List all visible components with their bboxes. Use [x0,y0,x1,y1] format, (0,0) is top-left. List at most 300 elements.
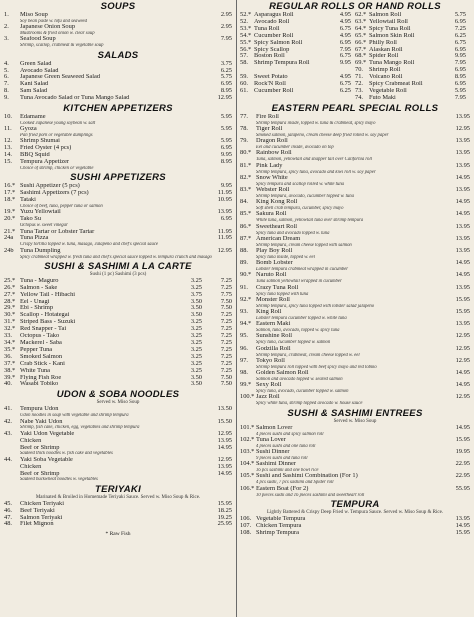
item-description: Eel and cucumber inside, avocado on top [256,145,334,151]
item-name: Tako Su [20,216,42,223]
item-price: 6.25 [454,32,466,39]
menu-item [240,394,470,401]
item-number: 9. [4,95,9,102]
item-name: Philly Roll [369,39,397,46]
sushi-price: 3.50 [190,374,202,381]
item-number: 19.* [4,209,16,216]
menu-item [4,299,232,306]
roll-item [240,88,355,95]
item-description: Shrimp tempura, avocado, cucumber topped w. tuna [256,193,354,199]
item-name: Spicy Salmon Roll [254,39,303,46]
roll-row [240,40,470,47]
item-price: 15.95 [455,309,470,316]
item-number: 85.* [240,211,252,218]
item-number: 83.* [240,187,252,193]
item-description: White tuna, salmon, yellowtail tuna over shrimp tempura [256,218,364,224]
item-name: Tuna Roll [254,25,280,32]
menu-item [4,319,232,326]
menu-item [240,425,470,432]
item-number: 95. [240,333,248,340]
item-number: 93. [240,309,248,316]
roll-item [355,81,470,88]
item-name: Striped Bass - Suzuki [20,319,76,326]
item-name: Salmon - Sake [20,284,58,291]
item-number: 20.* [4,216,16,223]
item-name: Nabe Yaki Udon [20,418,63,425]
item-name: Golden Salmon Roll [256,370,309,377]
item-name: Tuna Tartar or Lobster Tartar [20,228,95,235]
item-name: Tuna - Maguro [20,277,59,284]
roll-row [240,53,470,60]
menu-item [4,145,232,152]
menu-item [4,347,232,354]
item-price: 7.95 [339,46,351,53]
roll-item [240,60,355,67]
a-la-carte-subhead: Sushi (1 pc) Sashimi (3 pcs) [89,271,147,277]
menu-item [240,285,470,292]
menu-item [4,340,232,347]
item-price: 15.95 [455,529,470,536]
item-description: Tuna, salmon, yellowtail and snapper tail over California roll [256,157,372,163]
sushi-price: 3.50 [190,305,202,312]
item-number: 86.* [240,223,252,230]
item-name: Sakura Roll [256,211,287,218]
special-rolls-list [240,114,470,407]
item-name: Kani Salad [20,81,49,88]
tempura-heading: TEMPURA [330,498,380,510]
item-price: 12.95 [455,345,470,352]
item-name: Mackerel - Saba [20,339,62,346]
roll-item [355,74,470,81]
sushi-price: 3.50 [190,312,202,319]
item-number: 40. [4,381,12,388]
menu-item [4,361,232,368]
a-la-carte-list [4,278,232,389]
item-price: 9.95 [220,152,232,159]
item-name: Beef or Shrimp [20,470,60,477]
item-name: Rock'N Roll [254,81,286,88]
roll-row [240,19,470,26]
item-price: 18.25 [217,507,232,514]
sashimi-price: 7.25 [220,360,232,367]
item-price: 6.25 [220,67,232,74]
item-price: 13.95 [217,437,232,444]
roll-row [240,26,470,33]
roll-item [240,26,355,33]
item-number: 105.* [240,473,255,480]
item-number: 98. [240,370,248,377]
item-name: Rainbow Roll [256,150,292,157]
sashimi-price: 7.25 [220,346,232,353]
item-name: Alaskan Roll [369,46,403,53]
item-number: 81.* [240,162,252,169]
menu-item [4,95,232,102]
roll-item [240,47,355,54]
item-name: Tuna Dumpling [20,247,61,254]
menu-item [4,229,232,236]
item-number: 100.* [240,394,255,401]
item-name: Edamame [20,114,46,121]
item-number: 79. [240,138,248,145]
menu-item [240,150,470,157]
item-name: Chicken Teriyaki [20,500,64,507]
item-number: 43. [4,430,12,437]
item-description: Spicy tuna, avocado, cucumber topped w. salmon [256,389,349,395]
item-name: Monster Roll [256,296,290,303]
roll-row [240,88,470,95]
menu-item [4,152,232,159]
item-price: 14.95 [455,260,470,267]
item-price: 12.95 [217,430,232,437]
item-name: Tempura Appetizer [20,159,70,166]
item-name: Tempura Udon [20,406,59,413]
menu-item [4,326,232,333]
item-description: Sauteed buckwheat noodles w. vegetables [20,477,98,483]
sashimi-price: 7.25 [220,339,232,346]
menu-item [4,312,232,319]
sushi-price: 3.25 [190,339,202,346]
menu-item [240,187,470,194]
sushi-appetizers-heading: SUSHI APPETIZERS [70,172,166,184]
sushi-price: 3.50 [190,381,202,388]
item-price: 14.95 [455,522,470,529]
item-description: 10 pieces sushi and 16 pieces sashimi and sweetheart roll [256,492,365,498]
item-number: 54.* [240,32,252,39]
item-name: American Dream [256,235,301,242]
item-name: Webster Roll [256,187,290,193]
item-price: 12.95 [455,394,470,401]
roll-item [240,12,355,19]
item-price: 15.95 [217,500,232,507]
menu-item [240,382,470,389]
item-description: Crispy tortilla topped w. tuna, masago, Jalapeno and chef's special sauce [20,242,159,248]
item-description: Spicy tuna, cucumber topped w. salmon [256,340,331,346]
a-la-carte-heading: SUSHI & SASHIMI A LA CARTE [44,260,192,272]
item-name: Spicy Tuna Roll [369,25,411,32]
item-name: Sweetheart Roll [256,223,297,230]
item-number: 101.* [240,424,255,431]
roll-row [240,95,470,102]
item-price: 6.75 [454,39,466,46]
item-price: 14.95 [455,424,470,431]
item-number: 108. [240,529,252,536]
sashimi-price: 7.25 [220,333,232,340]
menu-item [240,358,470,365]
item-name: King Roll [256,309,282,316]
item-number: 28.* [4,298,16,305]
item-number: 74. [355,94,363,101]
roll-row [240,74,470,81]
menu-item [4,381,232,388]
item-name: Salmon Lover [256,424,293,431]
item-price: 6.75 [339,25,351,32]
roll-row [240,47,470,54]
item-price: 13.95 [455,150,470,157]
item-number [4,471,20,478]
item-name: Tuna Avocado Salad or Tuna Mango Salad [20,95,130,102]
item-number: 36. [4,353,12,360]
item-number: 67.* [355,46,367,53]
item-description: Shrimp, fish cake, chicken, egg, vegetables and shrimp tempura [20,425,140,431]
sashimi-price: 7.50 [220,374,232,381]
special-rolls-heading: EASTERN PEARL SPECIAL ROLLS [271,102,439,114]
item-name: Fried Oyster (4 pcs) [20,145,72,152]
menu-item [4,305,232,312]
item-description: Spicy tuna and avocado topped w. tuna [256,230,330,236]
item-number: 45. [4,500,12,507]
item-description: Sauteed thick noodles w. fish cake and vegetables [20,451,113,457]
menu-item [240,437,470,444]
entrees-list [240,425,470,498]
item-price: 13.95 [455,113,470,120]
sashimi-price: 7.25 [220,367,232,374]
item-name [254,95,329,102]
item-number: 52. [240,18,248,25]
roll-item [355,12,470,19]
menu-item [4,515,232,522]
item-price: 8.95 [220,88,232,95]
item-price: 13.95 [455,223,470,230]
roll-item [355,95,470,102]
item-number: 30.* [4,312,16,319]
item-price: 14.95 [217,444,232,451]
item-number: 33. [4,333,12,340]
menu-item [4,445,232,452]
menu-item [4,471,232,478]
sashimi-price: 7.25 [220,312,232,319]
item-number: 39.* [4,374,16,381]
item-description: Choice of beef, tuna, pepper tuna or salmon [20,204,103,210]
item-number: 24a [4,235,14,242]
item-description: Tuna salmon yellowtail wrapped in cucumber [256,279,342,285]
item-number: 62.* [355,12,367,18]
menu-item [4,292,232,299]
menu-item [240,211,470,218]
item-name: Green Salad [20,60,52,67]
udon-heading: UDON & SOBA NOODLES [56,389,180,401]
item-price: 14.95 [455,211,470,218]
roll-item [355,67,470,74]
item-price: 7.25 [454,25,466,32]
sashimi-price: 7.75 [220,291,232,298]
item-name: Filet Mignon [20,521,54,528]
sushi-price: 3.25 [190,319,202,326]
sashimi-price: 7.25 [220,284,232,291]
item-number: 1. [4,12,9,18]
item-name: Seafood Soup [20,36,56,43]
item-price: 13.95 [455,284,470,291]
item-price: 6.95 [454,46,466,53]
menu-item [240,530,470,537]
item-price: 5.95 [220,138,232,145]
item-description: Spicy white tuna, shrimp topped avocado w. house sauce [256,401,363,407]
item-number [240,67,254,74]
menu-item [4,457,232,464]
item-number [4,445,20,452]
item-price: 19.95 [455,449,470,456]
menu-item [240,346,470,353]
column-divider [236,0,237,617]
item-number: 7. [4,81,9,88]
item-description: 9 pieces sushi and tuna roll [256,455,308,461]
item-price: 12.95 [217,95,232,102]
item-number: 91. [240,284,248,291]
item-price: 11.95 [217,235,232,242]
udon-list [4,406,232,482]
roll-item [355,19,470,26]
item-description: Salmon and avocado topped w. seared salmon [256,376,343,382]
menu-item [4,419,232,426]
item-number: 61. [240,87,248,94]
item-price: 12.95 [455,125,470,132]
item-number: 97. [240,357,248,364]
teriyaki-subhead: Marinated & Broiled in Homemade Teriyaki Sauce. Served w. Miso Soup & Rice. [35,494,201,500]
menu-item [4,88,232,95]
item-number: 17.* [4,190,16,197]
entrees-heading: SUSHI & SASHIMI ENTREES [287,407,423,419]
item-number: 5. [4,67,9,74]
sashimi-price: 7.25 [220,277,232,284]
item-description: Shrimp tempura, cream cheese topped with salmon [256,242,352,248]
item-name: Cucumber Roll [254,87,294,94]
item-price: 13.95 [455,187,470,193]
item-name: Tiger Roll [256,125,283,132]
menu-item [240,309,470,316]
item-name: BBQ Squid [20,152,50,159]
menu-item [240,163,470,170]
item-description: Shrimp tempura, spicy tuna, avocado and kiwi roll w. soy paper [256,169,376,175]
item-price: 15.50 [217,418,232,425]
menu-item [4,183,232,190]
item-name: Ebi - Shrimp [20,305,54,312]
item-price: 6.95 [220,81,232,88]
item-name: Sushi Dinner [256,449,290,456]
item-number: 16.* [4,183,16,190]
item-number: 57. [240,53,248,60]
item-name: Salmon Skin Roll [369,32,415,39]
item-number: 6. [4,74,9,81]
item-price: 14.95 [455,174,470,181]
item-number: 3. [4,36,9,43]
roll-item [355,40,470,47]
menu-item [4,431,232,438]
roll-item [240,40,355,47]
sushi-price: 3.25 [190,326,202,333]
item-name: Eel - Unagi [20,298,50,305]
item-price: 13.95 [455,515,470,522]
item-number: 11. [4,126,12,133]
item-number: 59. [240,74,248,81]
menu-item [240,272,470,279]
menu-item [240,297,470,304]
item-name: Sunshine Roll [256,333,293,340]
item-price: 4.95 [339,18,351,25]
item-price: 2.95 [220,12,232,18]
item-name: Boston Roll [254,53,285,60]
item-name: Red Snapper - Tai [20,326,67,333]
item-description: Soft shell crab tempura, cucumber, spicy mayo [256,206,344,212]
menu-item [240,126,470,133]
roll-row [240,67,470,74]
item-number: 47. [4,514,12,521]
item-price: 6.25 [339,87,351,94]
item-price: 3.75 [220,60,232,67]
sushi-price: 3.25 [190,346,202,353]
roll-item [240,67,355,74]
item-description: Shrimp tempura, crabmeat, cream cheese topped w. eel [256,352,360,358]
roll-item [355,53,470,60]
item-name: Vegetable Tempura [256,515,306,522]
item-description: 4 pcs sushi, 7 pcs sashimi and Spider roll [256,480,334,486]
item-name: Flying Fish Roe [20,374,62,381]
item-number: 99.* [240,382,252,389]
roll-item [240,81,355,88]
item-description: Shrimp tempura roll topped with beef spicy mayo and red tobiko [256,364,377,370]
item-name: Futo Maki [369,94,396,101]
item-number: 78. [240,125,248,132]
item-price: 13.95 [455,248,470,255]
item-price: 19.25 [217,514,232,521]
sushi-price: 3.25 [190,333,202,340]
item-name: Yaki Udon Vegetable [20,430,75,437]
roll-item [240,74,355,81]
item-price: 12.95 [217,247,232,254]
roll-row [240,60,470,67]
item-number: 82.* [240,174,252,181]
menu-item [4,36,232,43]
item-description: Mushrooms & fried onion w. clear soup [20,31,95,37]
item-name: Scallop - Hotategai [20,312,70,319]
item-number: 21.* [4,228,16,235]
sushi-price: 3.25 [190,353,202,360]
item-number: 14. [4,152,12,159]
roll-item [240,19,355,26]
item-price: 9.95 [339,60,351,67]
menu-item [4,138,232,145]
menu-item [4,521,232,528]
sashimi-price: 7.50 [220,381,232,388]
kitchen-appetizers-heading: KITCHEN APPETIZERS [63,103,173,115]
item-price: 13.95 [455,235,470,242]
menu-item [240,321,470,328]
item-description: Shrimp tempura, spicy tuna topped with lobster salad jalapeno [256,303,375,309]
item-price: 55.95 [455,485,470,492]
menu-item [240,260,470,267]
menu-item [240,199,470,206]
item-name: Spider Roll [369,53,399,60]
item-name: Tuna Pizza [20,235,49,242]
menu-item [240,333,470,340]
item-price: 6.75 [339,53,351,60]
item-number: 37.* [4,360,16,367]
item-number: 77. [240,113,248,120]
item-name: Tataki [20,197,36,204]
menu-item [4,216,232,223]
item-number: 2. [4,24,9,31]
item-description: 4 pieces sushi and one tuna roll [256,443,316,449]
item-name: Beef Teriyaki [20,507,55,514]
item-price: 5.75 [454,12,466,18]
menu-item [4,248,232,255]
item-price: 25.95 [217,521,232,528]
item-description: Pan fried pork or vegetable dumplings [20,133,93,139]
item-description: Spicy crabmeat wrapped w. fresh tuna and chef's special sauce topped w. tempura crunch and masago [20,254,212,260]
item-number: 27.* [4,291,16,298]
item-price: 6.95 [454,81,466,88]
roll-item [240,33,355,40]
menu-item [4,114,232,121]
item-number: 72. [355,81,363,88]
